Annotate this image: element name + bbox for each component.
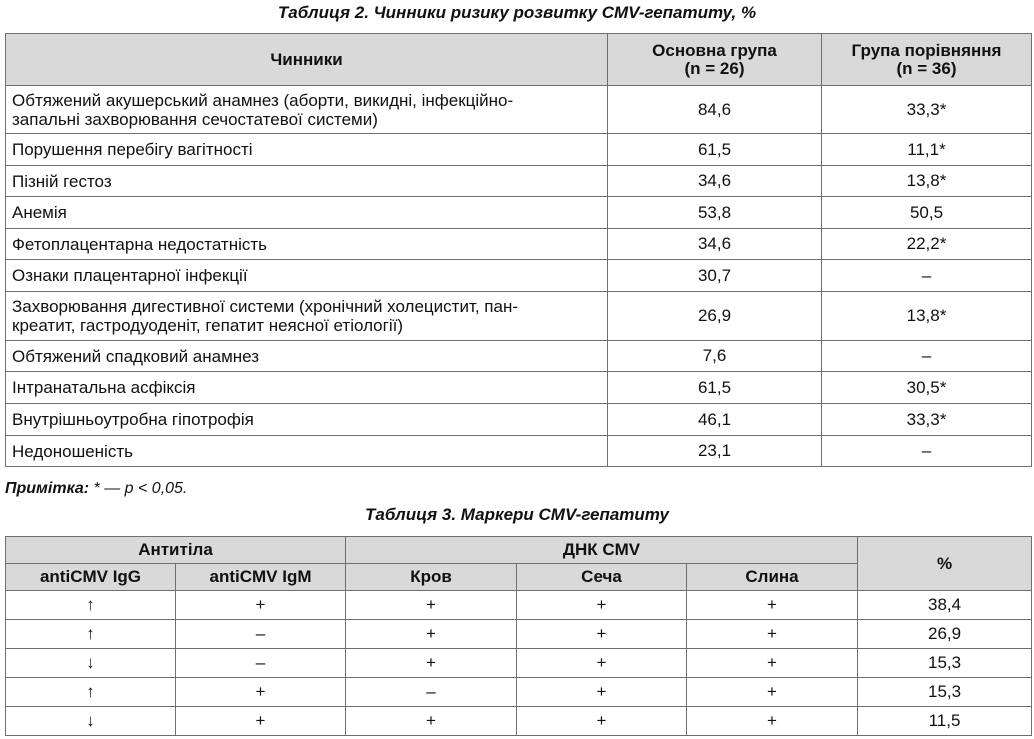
comparison-value: – [822, 341, 1032, 372]
header-comparison-group: Група порівняння (n = 36) [822, 34, 1032, 86]
main-value: 7,6 [608, 341, 822, 372]
main-value: 26,9 [608, 292, 822, 341]
table-row [6, 292, 1032, 341]
blood-cell: + [346, 620, 517, 649]
main-value: 61,5 [608, 372, 822, 404]
comparison-value: – [822, 260, 1032, 292]
percent-cell: 15,3 [858, 649, 1032, 678]
igg-cell: ↑ [6, 591, 176, 620]
blood-cell: + [346, 707, 517, 736]
saliva-cell: + [687, 620, 858, 649]
igg-cell: ↓ [6, 707, 176, 736]
comparison-value: – [822, 436, 1032, 467]
comparison-value: 13,8* [822, 166, 1032, 197]
main-value: 84,6 [608, 86, 822, 134]
table-row [6, 260, 1032, 292]
factor-cell: Ознаки плацентарної інфекції [6, 260, 608, 292]
cmv-markers-table [5, 536, 1032, 736]
table-row [6, 404, 1032, 436]
header-saliva: Слина [687, 564, 858, 591]
note-text: * — p < 0,05. [89, 480, 188, 497]
table-row [6, 591, 1032, 620]
urine-cell: + [517, 620, 687, 649]
factor-cell: Обтяжений спадковий анамнез [6, 341, 608, 372]
table2-note [5, 480, 187, 498]
igm-cell: + [176, 591, 346, 620]
table-row [6, 649, 1032, 678]
saliva-cell: + [687, 649, 858, 678]
comparison-value: 33,3* [822, 86, 1032, 134]
main-value: 34,6 [608, 229, 822, 260]
table-row [6, 436, 1032, 467]
urine-cell: + [517, 707, 687, 736]
table-row [6, 229, 1032, 260]
note-label: Примітка: [5, 480, 90, 497]
header-main-group: Основна група (n = 26) [608, 34, 822, 86]
header-factors: Чинники [6, 34, 608, 86]
table-row [6, 372, 1032, 404]
urine-cell: + [517, 678, 687, 707]
blood-cell: – [346, 678, 517, 707]
header-urine: Сеча [517, 564, 687, 591]
igm-cell: – [176, 620, 346, 649]
header-antibodies: Антитіла [6, 537, 346, 564]
main-value: 53,8 [608, 197, 822, 229]
table-row [6, 166, 1032, 197]
table2-caption: Таблиця 2. Чинники ризику розвитку CMV-гепатиту, % [277, 3, 757, 22]
saliva-cell: + [687, 591, 858, 620]
comparison-value: 50,5 [822, 197, 1032, 229]
igm-cell: + [176, 678, 346, 707]
comparison-value: 11,1* [822, 134, 1032, 166]
table2-header-row [6, 34, 1032, 86]
table-row [6, 707, 1032, 736]
header-dna-cmv: ДНК CMV [346, 537, 858, 564]
saliva-cell: + [687, 678, 858, 707]
igm-cell: – [176, 649, 346, 678]
factor-cell: Недоношеність [6, 436, 608, 467]
main-value: 30,7 [608, 260, 822, 292]
urine-cell: + [517, 649, 687, 678]
urine-cell: + [517, 591, 687, 620]
main-value: 34,6 [608, 166, 822, 197]
main-value: 46,1 [608, 404, 822, 436]
saliva-cell: + [687, 707, 858, 736]
header-igg: antiCMV IgG [6, 564, 176, 591]
percent-cell: 38,4 [858, 591, 1032, 620]
table-row [6, 620, 1032, 649]
table-row [6, 678, 1032, 707]
factor-cell: Обтяжений акушерський анамнез (аборти, викидні, інфекційно- запальні захворювання сечостатевої системи) [6, 86, 608, 134]
percent-cell: 15,3 [858, 678, 1032, 707]
table-row [6, 341, 1032, 372]
igg-cell: ↑ [6, 620, 176, 649]
percent-cell: 11,5 [858, 707, 1032, 736]
factor-cell: Порушення перебігу вагітності [6, 134, 608, 166]
igg-cell: ↑ [6, 678, 176, 707]
header-igm: antiCMV IgM [176, 564, 346, 591]
header-percent: % [858, 537, 1032, 591]
factor-cell: Інтранатальна асфіксія [6, 372, 608, 404]
blood-cell: + [346, 649, 517, 678]
comparison-value: 22,2* [822, 229, 1032, 260]
igm-cell: + [176, 707, 346, 736]
table3-caption: Таблиця 3. Маркери CMV-гепатиту [365, 505, 669, 524]
factor-cell: Фетоплацентарна недостатність [6, 229, 608, 260]
table-row [6, 134, 1032, 166]
main-value: 61,5 [608, 134, 822, 166]
percent-cell: 26,9 [858, 620, 1032, 649]
comparison-value: 13,8* [822, 292, 1032, 341]
factor-cell: Захворювання дигестивної системи (хронічний холецистит, пан- креатит, гастродуоденіт, гепатит неясної етіології) [6, 292, 608, 341]
table-row [6, 197, 1032, 229]
comparison-value: 30,5* [822, 372, 1032, 404]
factor-cell: Пізній гестоз [6, 166, 608, 197]
comparison-value: 33,3* [822, 404, 1032, 436]
risk-factors-table [5, 33, 1032, 467]
igg-cell: ↓ [6, 649, 176, 678]
factor-cell: Анемія [6, 197, 608, 229]
table-row [6, 86, 1032, 134]
main-value: 23,1 [608, 436, 822, 467]
factor-cell: Внутрішньоутробна гіпотрофія [6, 404, 608, 436]
header-blood: Кров [346, 564, 517, 591]
blood-cell: + [346, 591, 517, 620]
table3-group-header-row [6, 537, 1032, 564]
